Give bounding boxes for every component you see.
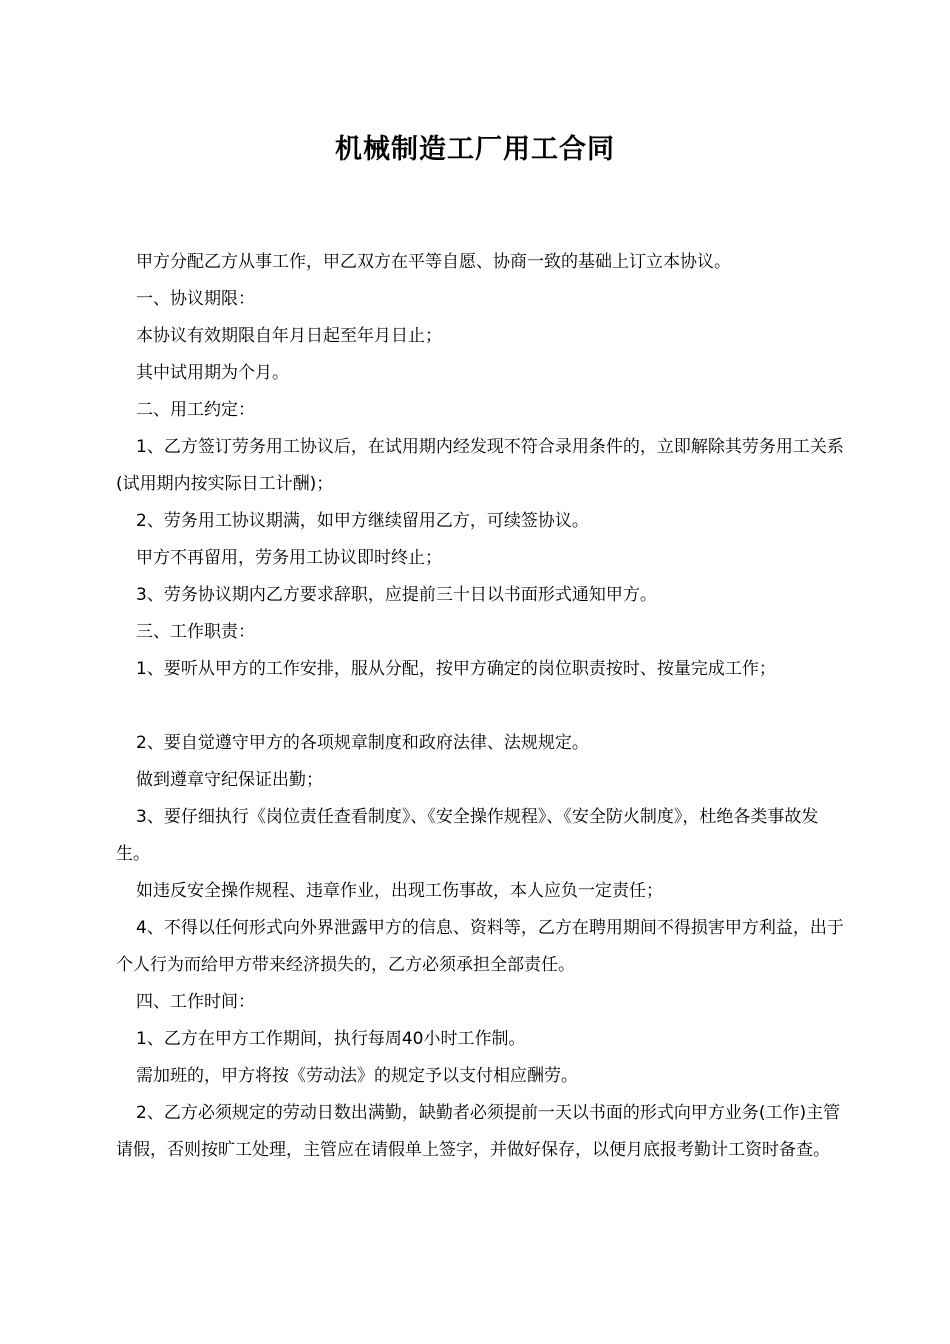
duties-clause-2: 2、要自觉遵守甲方的各项规章制度和政府法律、法规规定。 <box>136 733 589 753</box>
probation-paragraph: 其中试用期为个月。 <box>136 363 289 383</box>
duties-clause-2-continued: 做到遵章守纪保证出勤； <box>136 770 323 790</box>
employment-clause-2: 2、劳务用工协议期满，如甲方继续留用乙方，可续签协议。 <box>136 511 589 531</box>
duties-clause-3: 3、要仔细执行《岗位责任查看制度》、《安全操作规程》、《安全防火制度》，杜绝各类事故发生。 <box>116 807 819 864</box>
section-heading-duties: 三、工作职责： <box>136 622 255 642</box>
employment-clause-3: 3、劳务协议期内乙方要求辞职，应提前三十日以书面形式通知甲方。 <box>136 585 657 605</box>
employment-clause-1: 1、乙方签订劳务用工协议后，在试用期内经发现不符合录用条件的，立即解除其劳务用工关系(试用期内按实际日工计酬)； <box>116 437 844 494</box>
document-body <box>116 244 844 1169</box>
employment-clause-2-continued: 甲方不再留用，劳务用工协议即时终止； <box>136 548 442 568</box>
hours-clause-2: 2、乙方必须规定的劳动日数出满勤，缺勤者必须提前一天以书面的形式向甲方业务(工作)主管请假，否则按旷工处理，主管应在请假单上签字，并做好保存，以便月底报考勤计工资时备查。 <box>116 1103 841 1160</box>
duties-clause-4: 4、不得以任何形式向外界泄露甲方的信息、资料等，乙方在聘用期间不得损害甲方利益，出于个人行为而给甲方带来经济损失的，乙方必须承担全部责任。 <box>116 918 844 975</box>
hours-clause-1-continued: 需加班的，甲方将按《劳动法》的规定予以支付相应酬劳。 <box>136 1066 578 1086</box>
intro-paragraph: 甲方分配乙方从事工作，甲乙双方在平等自愿、协商一致的基础上订立本协议。 <box>136 252 731 272</box>
document-title: 机械制造工厂用工合同 <box>335 134 615 165</box>
duties-clause-3-continued: 如违反安全操作规程、违章作业，出现工伤事故，本人应负一定责任； <box>136 881 663 901</box>
section-heading-hours: 四、工作时间： <box>136 992 255 1012</box>
duties-clause-1: 1、要听从甲方的工作安排，服从分配，按甲方确定的岗位职责按时、按量完成工作； <box>136 659 776 679</box>
section-heading-employment: 二、用工约定： <box>136 400 255 420</box>
section-heading-term: 一、协议期限： <box>136 289 255 309</box>
blank-line <box>116 688 844 725</box>
term-validity-paragraph: 本协议有效期限自年月日起至年月日止； <box>136 326 442 346</box>
hours-clause-1: 1、乙方在甲方工作期间，执行每周40小时工作制。 <box>136 1029 526 1049</box>
